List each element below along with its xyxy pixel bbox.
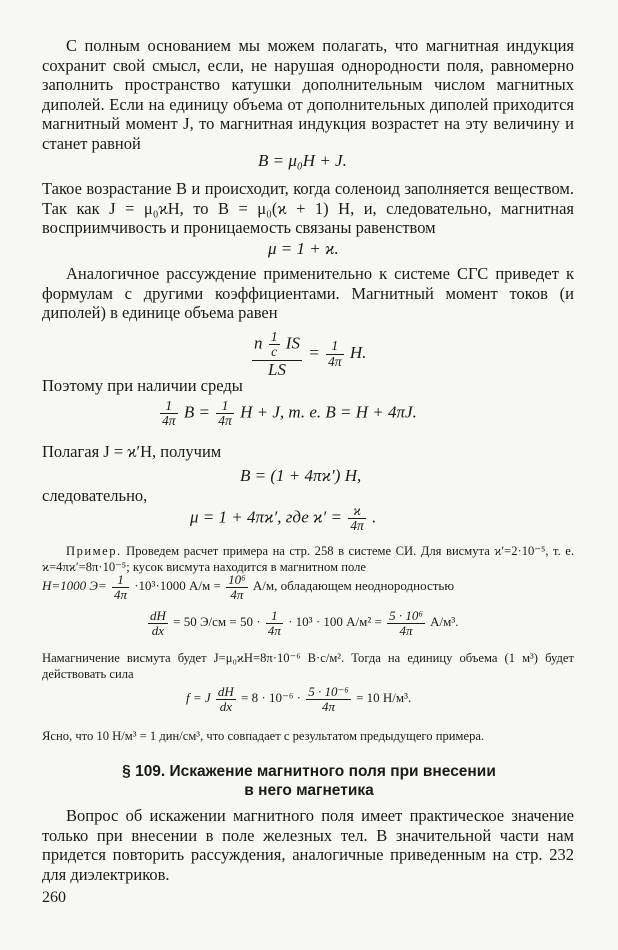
equals-sign: = [308, 343, 320, 363]
numerator: 10⁶ [228, 572, 246, 587]
example-conclusion: Ясно, что 10 Н/м³ = 1 дин/см³, что совпадает с результатом предыдущего примера. [42, 729, 485, 743]
example-magnetization: Намагничение висмута будет J=μ₀ϰH=8π·10⁻⁶ В·с/м². Тогда на единицу объема (1 м³) будет действовать сила [42, 651, 574, 681]
fraction-one-over-c [269, 330, 280, 360]
denominator-ls: LS [252, 360, 302, 379]
page-number: 260 [42, 889, 66, 906]
fraction-one-over-4pi [112, 573, 129, 601]
paragraph-5: Полагая J = ϰ′H, получим [42, 442, 222, 461]
force-mid: = 8 · 10⁻⁶ · [241, 690, 301, 706]
fraction-dh-dx [216, 685, 236, 713]
numerator-one: 1 [331, 338, 339, 354]
fraction-one-over-4pi-b [216, 399, 234, 429]
denominator-4pi: 4π [350, 518, 364, 534]
paragraph-7: Вопрос об искажении магнитного поля имеет практическое значение только при внесении в поле железных тел. В значительной части нам придется повторить рассуждения, аналогичные приведенным на стр. 232 для диэлектриков. [42, 806, 574, 884]
force-tail: = 10 Н/м³. [356, 690, 412, 706]
fraction-5e-6-over-4pi [306, 685, 351, 713]
denominator-4pi: 4π [327, 353, 342, 369]
numerator-one: 1 [270, 329, 278, 344]
example-field-line [42, 573, 454, 601]
numerator: 1 [117, 572, 124, 587]
denominator-c: c [269, 344, 280, 359]
numerator: 5 · 10⁻⁶ [308, 684, 349, 699]
paragraph-1: С полным основанием мы можем полагать, что магнитная индукция сохранит свой смысл, если, не нарушая однородности поля, равномерно заполнить пространство катушки дополнительным числом магнитных диполей. Если на единицу объема от дополнительных диполей приходится магнитный момент J, то магнитная индукция возрастет на эту величину и станет равной [42, 36, 574, 153]
gradient-tail: А/м³. [430, 614, 459, 630]
equation-b-over-4pi [158, 399, 417, 429]
symbol-is: IS [285, 333, 300, 353]
denominator: dx [216, 699, 236, 714]
equation-b-1-4pi-kappa: B = (1 + 4πϰ′) H, [240, 466, 362, 485]
denominator: 4π [113, 586, 127, 602]
field-h-tail: А/м, обладающем неоднородностью [252, 578, 455, 594]
numerator: 5 · 10⁶ [389, 608, 423, 623]
numerator: dH [217, 684, 234, 699]
paragraph-6: следовательно, [42, 486, 148, 505]
numerator-one: 1 [221, 398, 229, 413]
paragraph-2: Такое возрастание B и происходит, когда соленоид заполняется веществом. Так как J = μ₀ϰH, то B = μ₀(ϰ + 1) H, и, следовательно, магнитная восприимчивость и проницаемость связаны равенством [42, 179, 574, 238]
numerator: 1 [271, 608, 278, 623]
symbol-h: H. [349, 343, 367, 363]
symbol-n: n [254, 333, 263, 353]
section-heading-line-1: § 109. Искажение магнитного поля при внесении [122, 763, 496, 780]
denominator: 4π [267, 622, 281, 638]
section-heading-line-2: в него магнетика [244, 781, 374, 799]
gradient-mid: = 50 Э/см = 50 · [173, 614, 261, 630]
equation-moment-per-volume [250, 330, 366, 378]
denominator: 4π [387, 623, 425, 638]
denominator: dx [148, 623, 168, 638]
equation-mu-1-kappa: μ = 1 + ϰ. [268, 239, 339, 258]
period: . [372, 507, 377, 527]
example-label: Пример. [66, 544, 122, 558]
fraction-one-over-4pi [326, 339, 344, 369]
fraction-nis-over-ls [252, 330, 302, 378]
numerator-one: 1 [165, 398, 173, 413]
paragraph-3: Аналогичное рассуждение применительно к системе СГС приведет к формулам с другими коэффициентами. Магнитный момент токов (и диполей) в единице объема равен [42, 264, 574, 323]
fraction-dh-dx [148, 609, 168, 637]
example-text-1: Проведем расчет примера на стр. 258 в системе СИ. Для висмута ϰ′=2·10⁻⁵, т. е. ϰ=4πϰ′=8π·10⁻⁵; кусок висмута находится в магнитном поле [42, 544, 574, 574]
equation-tail: H + J, т. е. B = H + 4πJ. [240, 402, 417, 422]
gradient-mid-2: · 10³ · 100 А/м² = [288, 614, 382, 630]
example-force-line [186, 685, 411, 713]
field-h-left: H=1000 Э= [42, 578, 107, 594]
denominator-4pi: 4π [218, 413, 232, 429]
fraction-5e6-over-4pi [387, 609, 425, 637]
equation-mu-kappa-prime [190, 504, 376, 534]
equation-b-mu0h-j: B = μ₀H + J. [258, 151, 347, 170]
example-gradient-line [146, 609, 459, 637]
denominator: 4π [226, 587, 248, 602]
paragraph-4: Поэтому при наличии среды [42, 376, 243, 395]
fraction-one-over-4pi [266, 609, 283, 637]
symbol-b-equals: B = [183, 402, 210, 422]
numerator-kappa: ϰ [353, 503, 361, 518]
fraction-kappa-over-4pi [348, 504, 366, 534]
equation-left: μ = 1 + 4πϰ′, где ϰ′ = [190, 507, 342, 527]
section-heading [40, 763, 578, 800]
fraction-1e6-over-4pi [226, 573, 248, 601]
example-intro [42, 543, 574, 575]
denominator: 4π [306, 699, 351, 714]
numerator: dH [150, 608, 166, 623]
field-h-mid: ·10³·1000 А/м = [134, 578, 221, 594]
denominator-4pi: 4π [162, 413, 176, 429]
force-left: f = J [186, 690, 211, 706]
fraction-one-over-4pi-a [160, 399, 178, 429]
